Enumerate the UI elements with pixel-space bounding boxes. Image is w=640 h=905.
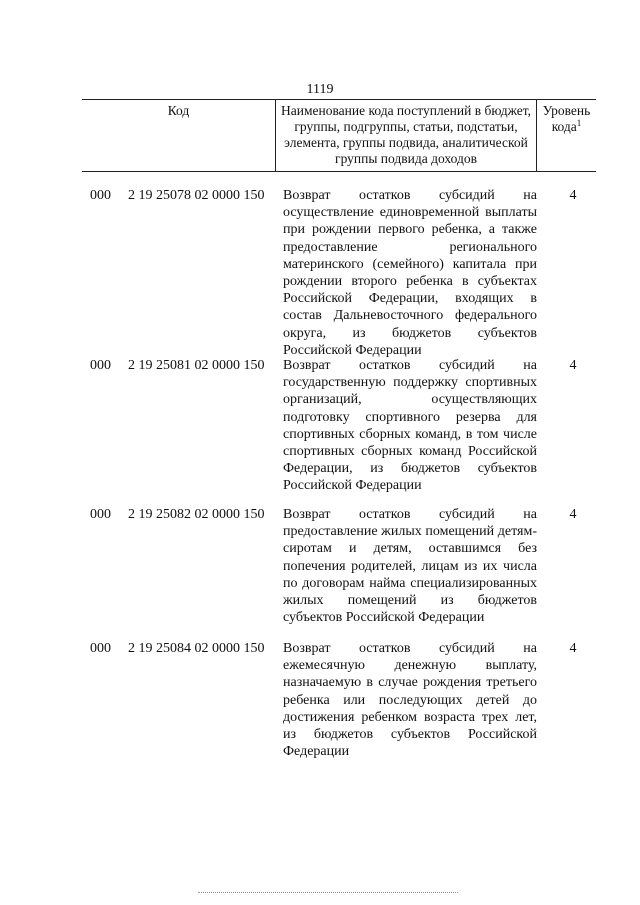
- scan-edge-line: [198, 892, 458, 893]
- admin-code: 000: [90, 188, 111, 203]
- income-code: 2 19 25081 02 0000 150: [128, 358, 265, 373]
- code-level: 4: [569, 358, 577, 373]
- income-name: Возврат остатков субсидий на ежемесячную денежную выплату, назначаемую в случае рождения третьего ребенка или последующих детей до достижения ребенком возраста трех лет, из бюджетов субъектов Российской Федерации: [283, 641, 537, 760]
- code-level: 4: [569, 641, 577, 656]
- header-name: [276, 100, 537, 171]
- income-name: Возврат остатков субсидий на государственную поддержку спортивных организаций, осуществляющих подготовку спортивного резерва для спортивных сборных команд, в том числе спортивных сборных команд Российской Федерации, из бюджетов субъектов Российской Федерации: [283, 358, 537, 494]
- header-level: [537, 100, 596, 171]
- admin-code: 000: [90, 507, 111, 522]
- header-code-label: Код: [167, 103, 190, 118]
- header-name-label: Наименование кода поступлений в бюджет, группы, подгруппы, статьи, подстатьи, элемента, группы подвида, аналитической группы подвида доходов: [280, 103, 531, 166]
- table-header: [82, 99, 596, 172]
- income-code: 2 19 25084 02 0000 150: [128, 641, 265, 656]
- income-code: 2 19 25078 02 0000 150: [128, 188, 265, 203]
- admin-code: 000: [90, 358, 111, 373]
- income-code: 2 19 25082 02 0000 150: [128, 507, 265, 522]
- income-name: Возврат остатков субсидий на осуществление единовременной выплаты при рождении первого ребенка, а также предоставление регионального материнского (семейного) капитала при рождении второго ребенка в субъектах Российской Федерации, входящих в состав Дальневосточного федерального округа, из бюджетов субъектов Российской Федерации: [283, 188, 537, 358]
- header-code: [82, 100, 276, 171]
- admin-code: 000: [90, 641, 111, 656]
- code-level: 4: [569, 188, 577, 203]
- page-number: 1119: [306, 82, 334, 97]
- footnote-marker: 1: [576, 118, 582, 128]
- header-level-label: Уровень кода: [542, 103, 591, 134]
- code-level: 4: [569, 507, 577, 522]
- income-name: Возврат остатков субсидий на предоставление жилых помещений детям-сиротам и детям, оставшимся без попечения родителей, лицам из их числа по договорам найма специализированных жилых помещений из бюджетов субъектов Российской Федерации: [283, 507, 537, 626]
